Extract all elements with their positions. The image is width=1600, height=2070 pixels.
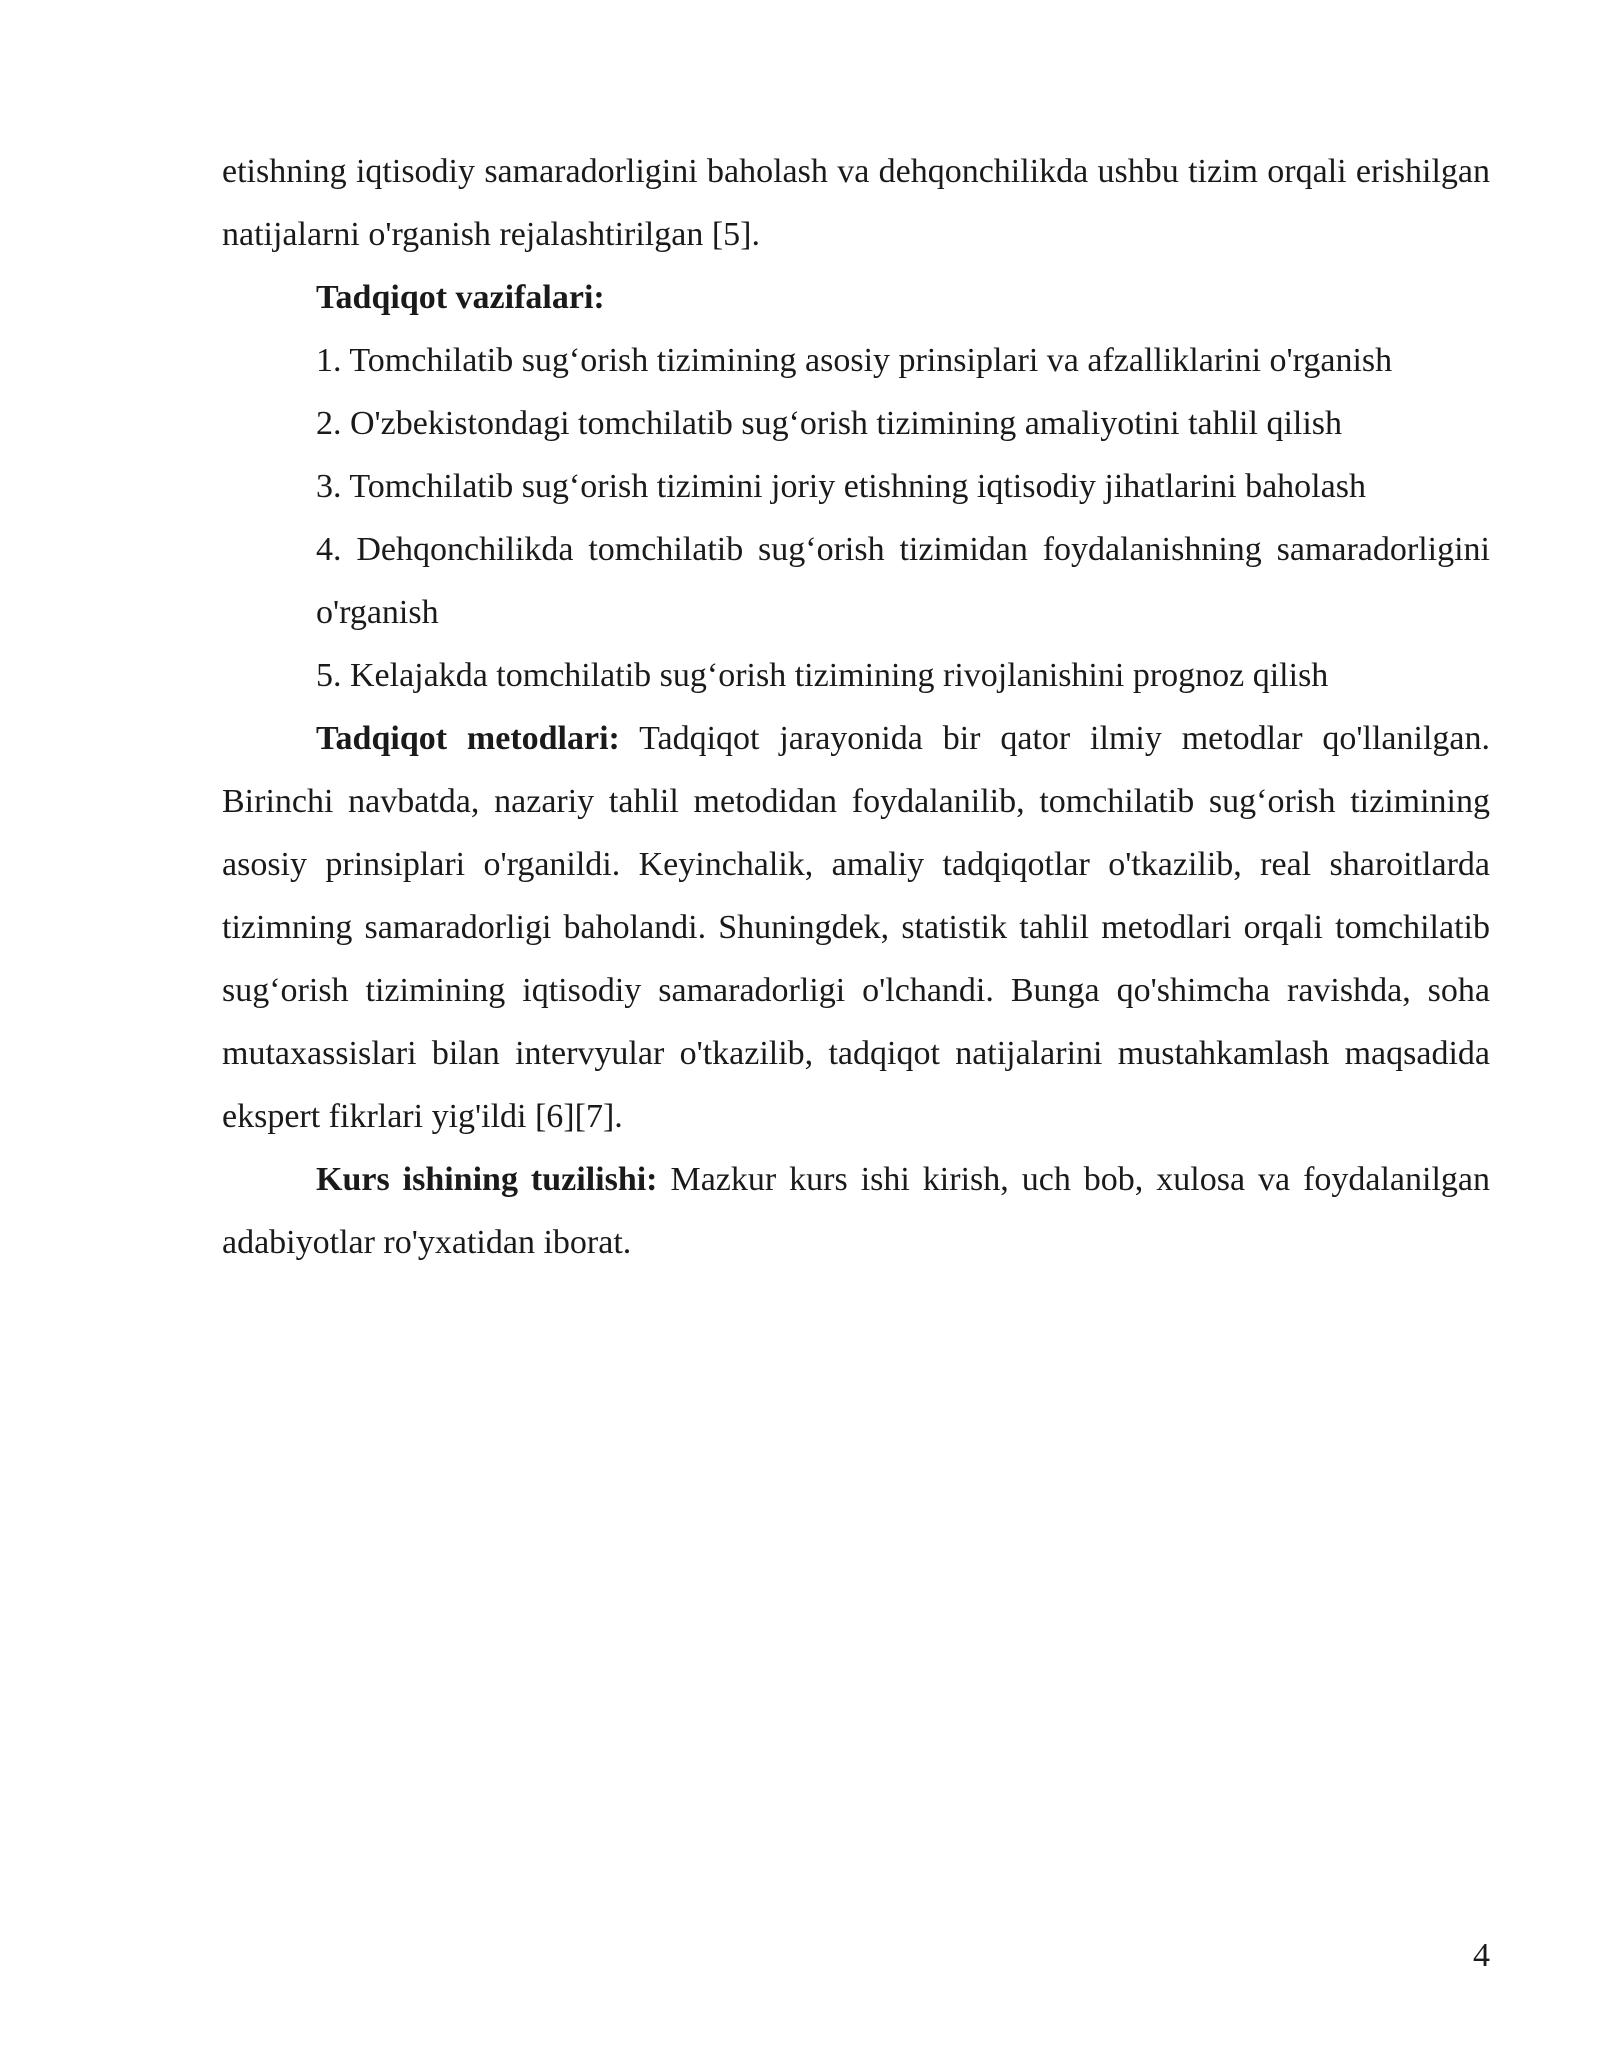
intro-paragraph: etishning iqtisodiy samaradorligini baholash va dehqonchilikda ushbu tizim orqali erishilgan natijalarni o'rganish rejalashtirilgan [5]. [222, 153, 1490, 253]
methods-paragraph [222, 707, 1490, 1148]
task-item-2: 2. O'zbekistondagi tomchilatib sug‘orish tizimining amaliyotini tahlil qilish [316, 405, 1343, 442]
task-item-4: 4. Dehqonchilikda tomchilatib sug‘orish tizimidan foydalanishning samaradorligini o'rganish [316, 531, 1490, 631]
methods-heading: Tadqiqot metodlari: [316, 720, 620, 757]
tasks-heading: Tadqiqot vazifalari: [316, 279, 605, 316]
page-number: 4 [1473, 1937, 1490, 1974]
structure-text: Mazkur kurs ishi kirish, uch bob, xulosa va foydalanilgan adabiyotlar ro'yxatidan iborat. [222, 1161, 1491, 1261]
page-content [222, 140, 1490, 1274]
task-item-3: 3. Tomchilatib sug‘orish tizimini joriy etishning iqtisodiy jihatlarini baholash [316, 468, 1366, 505]
methods-text: Tadqiqot jarayonida bir qator ilmiy metodlar qo'llanilgan. Birinchi navbatda, nazariy tahlil metodidan foydalanilib, tomchilatib sug‘orish tizimining asosiy prinsiplari o'rganildi. Keyinchalik, amaliy tadqiqotlar o'tkazilib, real sharoitlarda tizimning samaradorligi baholandi. Shuningdek, statistik tahlil metodlari orqali tomchilatib sug‘orish tizimining iqtisodiy samaradorligi o'lchandi. Bunga qo'shimcha ravishda, soha mutaxassislari bilan intervyular o'tkazilib, tadqiqot natijalarini mustahkamlash maqsadida ekspert fikrlari yig'ildi [6][7]. [222, 720, 1490, 1135]
task-item-5: 5. Kelajakda tomchilatib sug‘orish tizimining rivojlanishini prognoz qilish [316, 657, 1329, 694]
task-item-1: 1. Tomchilatib sug‘orish tizimining asosiy prinsiplari va afzalliklarini o'rganish [316, 342, 1393, 379]
structure-paragraph [222, 1148, 1490, 1274]
structure-heading: Kurs ishining tuzilishi: [316, 1161, 658, 1198]
